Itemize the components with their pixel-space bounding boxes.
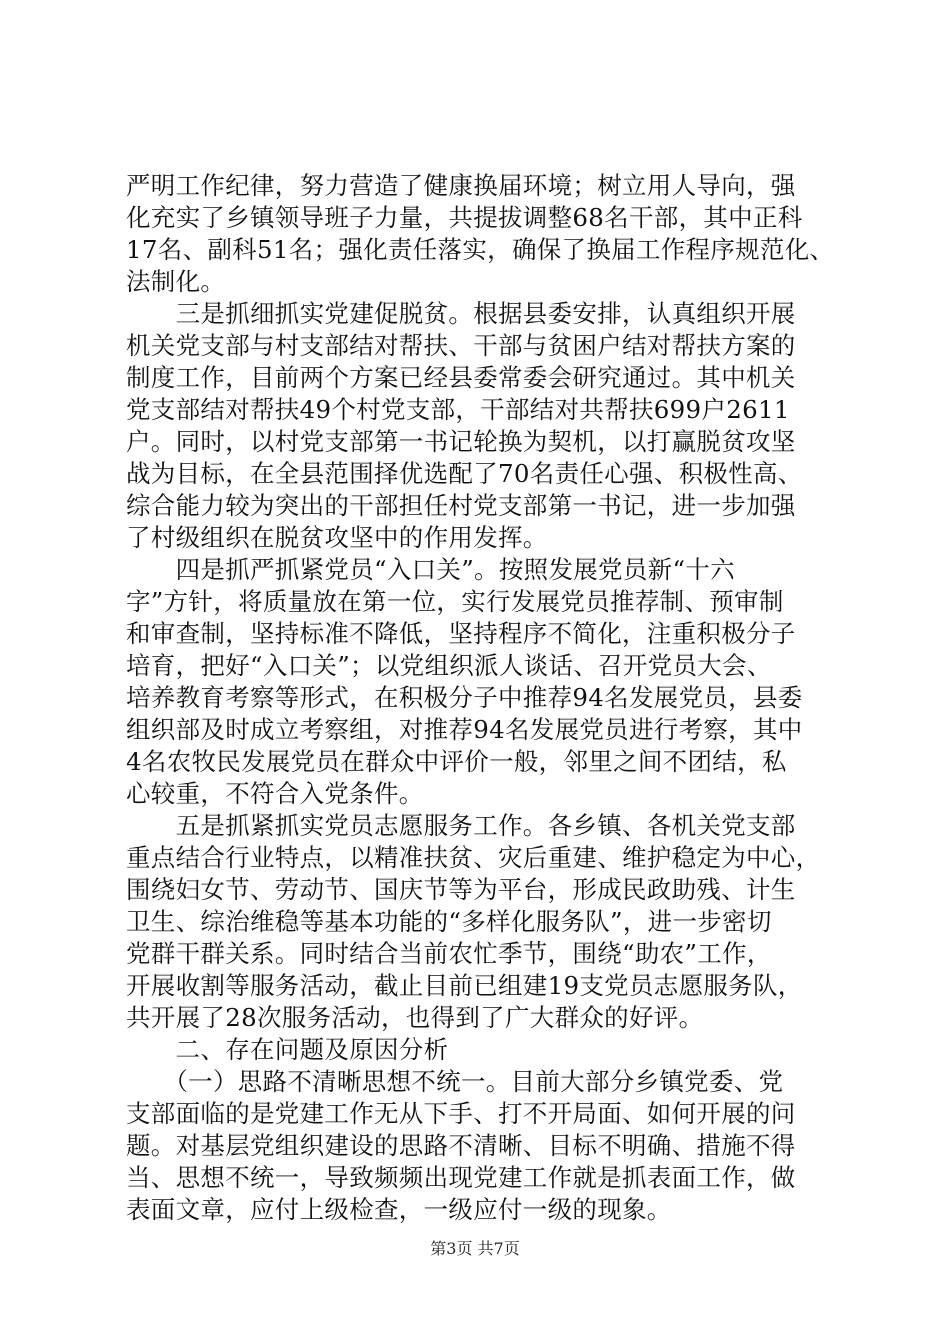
text-line: 四是抓严抓紧党员“入口关”。按照发展党员新“十六 (126, 555, 735, 584)
text-line: 当、思想不统一，导致频频出现党建工作就是抓表面工作，做 (126, 1163, 796, 1192)
text-line: 和审查制，坚持标准不降低，坚持程序不简化，注重积极分子 (126, 619, 796, 648)
text-line: 17名、副科51名；强化责任落实，确保了换届工作程序规范化、 (126, 235, 835, 264)
text-line: 心较重，不符合入党条件。 (126, 779, 424, 808)
page-footer: 第3页 共7页 (430, 1239, 520, 1258)
text-line: 4名农牧民发展党员在群众中评价一般，邻里之间不团结，私 (126, 747, 787, 776)
text-line: 二、存在问题及原因分析 (126, 1035, 449, 1064)
text-line: 制度工作，目前两个方案已经县委常委会研究通过。其中机关 (126, 363, 796, 392)
document-body (126, 170, 838, 1226)
text-line: 题。对基层党组织建设的思路不清晰、目标不明确、措施不得 (126, 1131, 796, 1160)
text-line: 严明工作纪律，努力营造了健康换届环境；树立用人导向，强 (126, 171, 796, 200)
text-line: 户。同时，以村党支部第一书记轮换为契机，以打赢脱贫攻坚 (126, 427, 796, 456)
text-line: 三是抓细抓实党建促脱贫。根据县委安排，认真组织开展 (126, 299, 796, 328)
text-line: 培养教育考察等形式，在积极分子中推荐94名发展党员，县委 (126, 683, 803, 712)
text-line: 围绕妇女节、劳动节、国庆节等为平台，形成民政助残、计生 (126, 875, 796, 904)
text-line: 机关党支部与村支部结对帮扶、干部与贫困户结对帮扶方案的 (126, 331, 796, 360)
text-line: 开展收割等服务活动，截止目前已组建19支党员志愿服务队， (126, 971, 803, 1000)
text-line: 五是抓紧抓实党员志愿服务工作。各乡镇、各机关党支部 (126, 811, 796, 840)
text-line: 党支部结对帮扶49个村党支部，干部结对共帮扶699户2611 (126, 395, 790, 424)
text-line: 了村级组织在脱贫攻坚中的作用发挥。 (126, 523, 548, 552)
text-line: 战为目标，在全县范围择优选配了70名责任心强、积极性高、 (126, 459, 803, 488)
text-line: 综合能力较为突出的干部担任村党支部第一书记，进一步加强 (126, 491, 796, 520)
text-line: 党群干群关系。同时结合当前农忙季节，围绕“助农”工作， (126, 939, 772, 968)
text-line: 卫生、综治维稳等基本功能的“多样化服务队”，进一步密切 (126, 907, 772, 936)
text-line: 支部面临的是党建工作无从下手、打不开局面、如何开展的问 (126, 1099, 796, 1128)
text-line: 表面文章，应付上级检查，一级应付一级的现象。 (126, 1195, 672, 1224)
text-line: 培育，把好“入口关”；以党组织派人谈话、召开党员大会、 (126, 651, 772, 680)
text-line: （一）思路不清晰思想不统一。目前大部分乡镇党委、党 (126, 1067, 784, 1096)
text-line: 共开展了28次服务活动，也得到了广大群众的好评。 (126, 1003, 704, 1032)
text-line: 重点结合行业特点，以精准扶贫、灾后重建、维护稳定为中心， (126, 843, 821, 872)
text-line: 法制化。 (126, 267, 226, 296)
text-line: 化充实了乡镇领导班子力量，共提拔调整68名干部，其中正科 (126, 203, 803, 232)
text-line: 组织部及时成立考察组，对推荐94名发展党员进行考察，其中 (126, 715, 803, 744)
text-line: 字”方针，将质量放在第一位，实行发展党员推荐制、预审制 (126, 587, 784, 616)
